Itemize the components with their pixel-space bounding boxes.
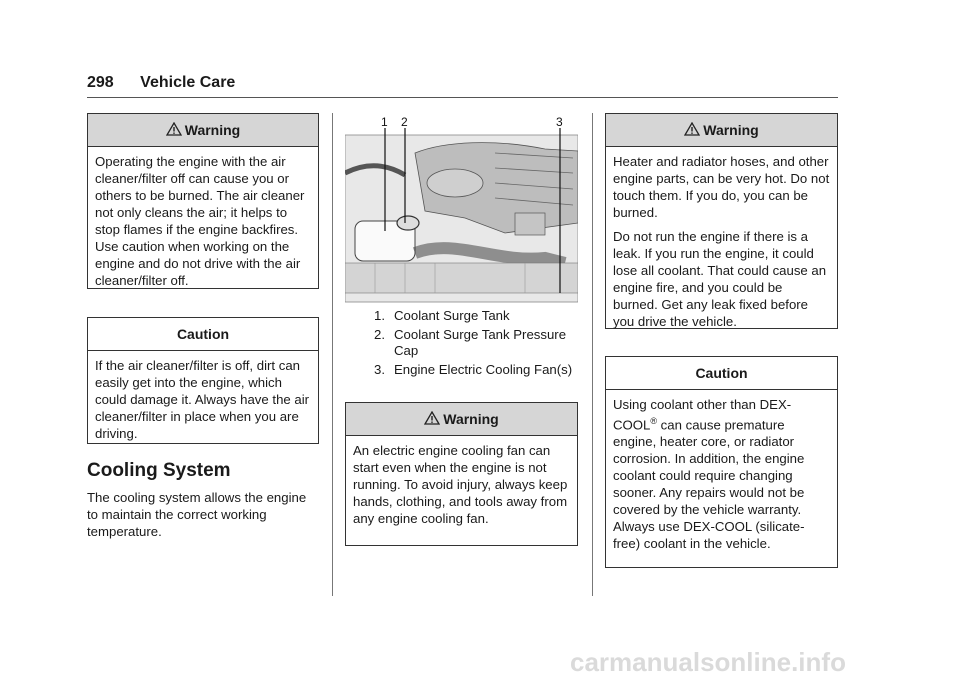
caution-text: Using coolant other than DEX-COOL® can cause premature engine, heater core, or radiator corrosion. In addition, the engine coolant could require changing sooner. Any repairs would not be covered by the vehicle warranty. Always use DEX-COOL (silicate-free) coolant in the vehicle. (613, 397, 805, 552)
caution-text: If the air cleaner/filter is off, dirt can easily get into the engine, which could damage it. Always have the air cleaner/filter in place when you are driving. (95, 358, 310, 441)
caution-title: Caution (88, 318, 318, 351)
list-item: 2. Coolant Surge Tank Pressure Cap (374, 327, 567, 358)
list-item: 3. Engine Electric Cooling Fan(s) (374, 362, 573, 377)
warning-paragraph-2: Do not run the engine if there is a leak. If you run the engine, it could lose all coolant. That could cause an engine fire, and you could be burned. Get any leak fixed before you drive the vehicle. (613, 229, 827, 329)
warning-text: Operating the engine with the air cleaner/filter off can cause you or others to be burned. The air cleaner not only cleans the air; it helps to stop flames if the engine backfires. Use caution when working on the engine and do not drive with the air cleaner/filter off. (95, 154, 305, 288)
callout-label-1: 1 (381, 115, 388, 129)
section-title: Vehicle Care (140, 74, 236, 91)
section-heading: Cooling System (87, 460, 231, 481)
warning-box-cooling-fan (345, 402, 578, 546)
body-text: The cooling system allows the engine to maintain the correct working temperature. (87, 490, 307, 539)
callout-label-3: 3 (556, 115, 563, 129)
caution-box-air-cleaner (87, 317, 319, 444)
callout-label-2: 2 (401, 115, 408, 129)
warning-box-hot-parts (605, 113, 838, 329)
warning-title: Warning (703, 122, 759, 138)
warning-box-air-cleaner (87, 113, 319, 289)
header-rule (87, 97, 838, 98)
registered-mark: ® (650, 416, 658, 426)
engine-compartment-illustration (345, 113, 578, 303)
column-divider-1 (332, 113, 333, 596)
page-number: 298 (87, 74, 114, 91)
watermark-logo (570, 645, 960, 678)
warning-text: An electric engine cooling fan can start even when the engine is not running. To avoid injury, always keep hands, clothing, and tools away from any engine cooling fan. (353, 443, 568, 526)
page-header (87, 74, 235, 92)
list-item: 1. Coolant Surge Tank (374, 308, 510, 323)
warning-triangle-icon (684, 122, 700, 136)
engine-figure (345, 113, 578, 303)
warning-triangle-icon (166, 122, 182, 136)
svg-text:carmanualsonline.info: carmanualsonline.info (570, 647, 846, 677)
callout-list (374, 308, 584, 381)
column-divider-2 (592, 113, 593, 596)
warning-triangle-icon (424, 411, 440, 425)
warning-title: Warning (443, 411, 499, 427)
caution-title: Caution (606, 357, 837, 390)
warning-title: Warning (184, 122, 241, 138)
caution-box-coolant (605, 356, 838, 568)
warning-paragraph-1: Heater and radiator hoses, and other engine parts, can be very hot. Do not touch them. If you do, you can be burned. (613, 154, 830, 220)
